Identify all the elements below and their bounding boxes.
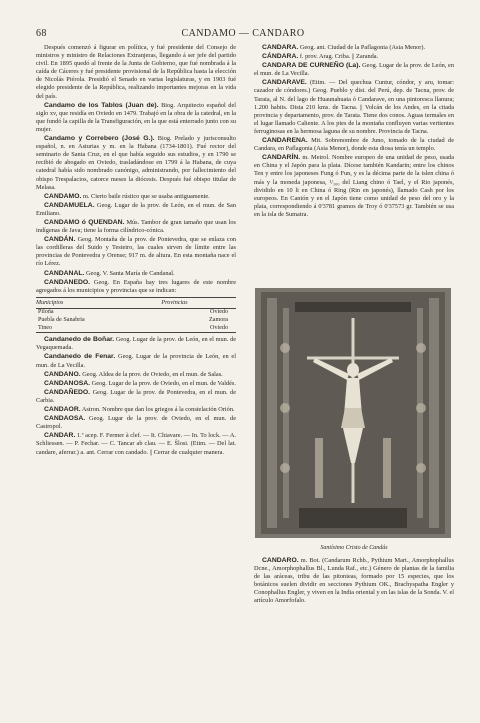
dictionary-entry [36,219,236,235]
entry-text: m. Metrol. Nombre europeo de una unidad de peso, usada en China y el Japón para la plata. Dícese también Kandarin; entre los chinos Ten y entre los japoneses Fung ó Fun, y es la décima parte de la islen china ó más y la moneda japonesa, ¹/₁₀₀ del Liang chino ó Tael, y el Rio japonés, dividido en 10 li en China ó Ring (Rin en japonés), llamado Cash por los europeos. En Cantón y en el Japón tiene como unidad de peso del oro y la plata, correspondiendo á 0'3781 gramos de Troy ó 0'37573 gr. También se usa en la isla de Sumatra. [254,154,454,218]
entry-text: Después comenzó á figurar en política, y fué presidente del Consejo de ministros y ministro de Relaciones Extranjeras, llegando á ser jefe del partido civil. En 1895 quedó al frente de la Junta de Gobierno, que fué nombrada á la caída de Cáceres y fué presidente provisional de la República hasta la elección de Nicolás Piérola. Presidió el Senado en varias legislaturas, y en 1903 fué elegido presidente de la República, realizando importantes mejoras en la vida del país. [36,44,236,100]
dictionary-entry [36,44,236,101]
entry-text: (Etim. — Del quechua Cuntur, cóndor, y aru, tomar: cazador de cóndores.) Geog. Pueblo y dist. del Perú, dep. de Tacna, prov. de Tarata, al N. del lago de Huaunahuata ó Candarave, en una pintoresca llanura; 1.200 habits. Dista 210 kms. de Tacna. || Volcán de los Andes, en la citada provincia y departamento, prov. de Tarata. Tiene dos conos. Aguas termales en el lugar llamado Caliente. A los pies de la montaña confluyen varias vertientes ferruginosas en la hermosa laguna de su nombre. Provincia de Tacna. [254,79,454,135]
entry-headword: Candanedo de Fenar. [44,353,116,361]
entry-text: Geog. ant. Ciudad de la Paflagonia (Asia Menor). [299,44,426,51]
entry-text: m. Cierto baile rústico que se usaba antiguamente. [82,192,210,200]
entry-headword: CANDAR. [44,432,76,440]
page-header [36,28,450,42]
dictionary-entry [36,380,236,388]
entry-headword: Candamo y Correbero (José G.). [44,135,155,143]
crucifix-engraving [255,288,451,538]
entry-text: f. prov. Arag. Criba. || Zaranda. [299,53,379,61]
entry-text: Mús. Tambor de gran tamaño que usan los indígenas de Java; tiene la forma cilíndrico-cónica. [36,218,237,235]
entry-headword: CANDAMO. [44,192,82,200]
dictionary-entry [36,336,236,352]
entry-text: Geog. En España hay tres lugares de este nombre agregados á los municipios y provincias que se indican: [36,278,237,294]
entry-headword: CANDAMUELA. [44,201,95,209]
dictionary-entry [36,202,236,218]
entry-headword: CANDANOSA. [44,379,91,387]
entry-headword: CANDARA DE CURNEÑO (La). [262,62,361,70]
dictionary-entry [36,389,236,405]
dictionary-entry [36,135,236,192]
dictionary-entry [36,270,236,278]
dictionary-entry [254,557,454,606]
table-cell-municipio: Puebla de Sanabria [38,316,85,323]
dictionary-entry [254,154,454,219]
dictionary-entry [36,415,236,431]
entry-text: Geog. Lugar de la prov. de León, en el mun. de La Vecilla. [254,62,454,78]
entry-text: Geog. Lugar de la prov. de Oviedo, en el mun. de Castropol. [36,415,236,431]
entry-text: Geog. Lugar de la prov. de Pontevedra, en el mun. de Carbia. [36,388,236,404]
entry-headword: CANDANEDO. [44,278,91,286]
entry-text: Biog. Arquitecto español del siglo xv, que residía en Oviedo en 1479. Trabajó en la obra de la catedral, en la que fundó la capilla de la Transfiguración, en la que está enterrado junto con su mujer. [36,101,236,133]
right-column [254,44,454,220]
entry-text: Geog. Lugar de la provincia de León, en el mun. de La Vecilla. [36,353,236,369]
running-title: CANDAMO — CANDARO [181,28,305,39]
dictionary-entry [36,236,236,268]
entry-headword: CANDARAVE. [262,79,307,87]
entry-headword: Candanedo de Boñar. [44,336,115,344]
entry-text: m. Bot. (Candarum Rchb., Pythium Mart., Amorphophallus Dcne., Amorphophallus Bl., Lunda Raf., etc.) Género de plantas de la familia de las aráceas, tribu de las pitonieas, formado por 15 especies, que los botánicos suelen dividir en secciones Pythium OK., Brachyspatha Engler y Conophallus Engler, y viven en la India oriental y en las islas de la Sonda. V. el artículo Amorfofalo. [254,557,454,605]
entry-headword: CANDARÍN. [262,154,301,162]
entry-text: Geog. Lugar de la prov. de Oviedo, en el mun. de Valdés. [91,379,236,387]
entry-text: Geog. Lugar de la prov. de León, en el mun. de San Emiliano. [36,201,236,217]
entry-headword: CANDÁN. [44,236,76,244]
entry-headword: CANDAMO ó QUENDAN. [44,218,125,226]
dictionary-entry [36,102,236,134]
entry-headword: CANDANAL. [44,269,85,277]
entry-text: 1.ª acep. F. Fermer à clef. — It. Chiavare. — In. To lock. — A. Schliessen. — P. Fechar. — C. Tancar ab clau. — E. Ŝlosi. (Etim. — Del lat. candare, aferrar.) a. ant. Cerrar con candado. || Cerrar de cualquier manera. [36,432,237,456]
entry-text: Geog. Montaña de la prov. de Pontevedra, que se enlaza con las cordilleras del Suido y Testeiro, las cuales sirven de límite entre las provincias de Pontevedra y Orense; 917 m. de altura. En esta montaña nace el río Lérez. [36,236,236,268]
table-cell-municipio: Piloña [38,308,54,315]
dictionary-entry [36,432,236,456]
entry-headword: CÁNDARA. [262,53,299,61]
dictionary-entry [254,137,454,153]
entry-text: Geog. Aldea de la prov. de Oviedo, en el mun. de Salas. [82,370,223,378]
right-column-lower [254,557,454,607]
entry-headword: Candamo de los Tablos (Juan de). [44,101,159,109]
table-header-municipios: Municipios [36,297,161,308]
entry-headword: CANDAÑEDO. [44,388,91,396]
table-cell-municipio: Tineo [36,325,161,333]
entry-headword: CANDARO. [262,557,299,564]
table-cell-provincia: Oviedo [161,325,236,333]
entry-text: Biog. Prelado y jurisconsulto español, n. en Asturias y m. en la Habana (1734-1801). Fué rector del seminario de Santa Cruz, en el que había seguido sus estudios, y en 1790 se recibió de abogado en Oviedo, trasladándose en 1799 á la Habana, de cuya catedral había sido nombrado canónigo, administrando, por fallecimiento del obispo Trespalacios, catorce meses la diócesis. Después fué obispo titular de Melasa. [36,135,237,191]
entry-text: Geog. Lugar de la prov. de León, en el mun. de Vegaquemada. [36,336,237,352]
dictionary-entry [36,193,236,201]
table-row [36,308,236,316]
entry-headword: CANDAOR. [44,406,81,414]
entry-headword: CANDANO. [44,370,81,378]
dictionary-entry [36,406,236,414]
table-cell-provincia: Oviedo [210,308,228,315]
entry-text: Mit. Sobrenombre de Juno, tomado de la ciudad de Candara, en Paflagonia (Asia Menor), donde esta diosa tenía un templo. [254,137,454,153]
dictionary-entry [36,279,236,295]
table-cell-provincia: Zamora [209,316,228,323]
table-row [36,325,236,333]
dictionary-entry [36,353,236,369]
entry-text: Astron. Nombre que dan los griegos á la constelación Orión. [81,406,235,414]
table-row [36,317,236,325]
left-column [36,44,236,458]
dictionary-entry [254,53,454,61]
table-header-provincias: Provincias [161,297,236,308]
dictionary-entry [254,79,454,136]
dictionary-entry [254,44,454,52]
entry-headword: CANDAOSA. [44,415,86,423]
entry-headword: CANDARENA. [262,137,308,145]
dictionary-entry [36,371,236,379]
entry-text: Geog. V. Santa María de Candanal. [85,269,175,277]
page-number: 68 [36,28,47,39]
crucifix-engraving-art [255,288,451,538]
figure-caption: Santísimo Cristo de Candás [320,545,388,551]
dictionary-entry [254,62,454,78]
entry-headword: CANDARA. [262,44,299,51]
municipios-table [36,297,236,333]
